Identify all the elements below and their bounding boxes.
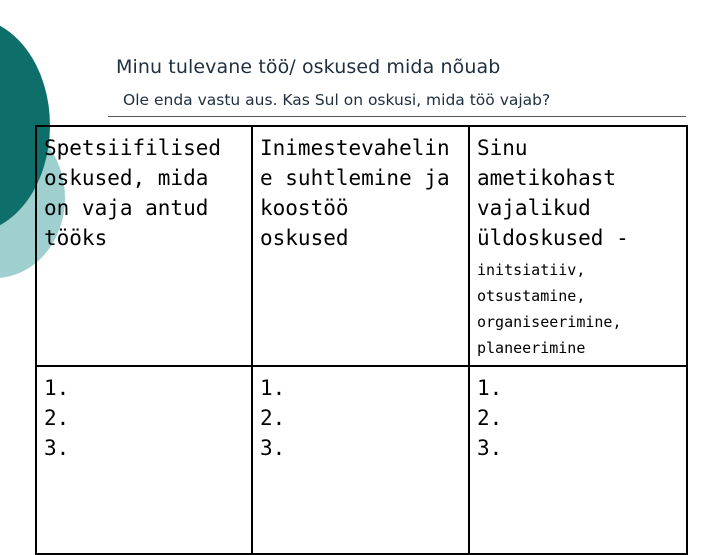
header-cell-general-skills <box>469 126 687 366</box>
title-divider <box>108 116 686 117</box>
table-header-row <box>36 126 687 366</box>
list-number: 3. <box>477 436 503 460</box>
list-number: 2. <box>260 406 286 430</box>
list-number: 2. <box>44 406 70 430</box>
slide-subtitle: Ole enda vastu aus. Kas Sul on oskusi, mida töö vajab? <box>123 91 551 109</box>
header-label: Inimestevahelin e suhtlemine ja koostöö oskused <box>260 136 450 250</box>
skills-table <box>35 125 688 555</box>
list-cell <box>469 366 687 554</box>
header-label: Spetsiifilised oskused, mida on vaja antud tööks <box>44 136 222 250</box>
list-number: 2. <box>477 406 503 430</box>
list-number: 1. <box>44 376 70 400</box>
list-cell <box>252 366 469 554</box>
list-number: 3. <box>260 436 286 460</box>
header-cell-specific-skills <box>36 126 252 366</box>
list-number: 1. <box>477 376 503 400</box>
table-row <box>36 366 687 554</box>
header-cell-interpersonal-skills <box>252 126 469 366</box>
list-number: 1. <box>260 376 286 400</box>
slide-title: Minu tulevane töö/ oskused mida nõuab <box>116 56 501 78</box>
list-number: 3. <box>44 436 70 460</box>
list-cell <box>36 366 252 554</box>
header-detail: initsiatiiv, otsustamine, organiseerimine, planeerimine <box>477 261 622 357</box>
header-label: Sinu ametikohast vajalikud üldoskused - <box>477 136 629 250</box>
